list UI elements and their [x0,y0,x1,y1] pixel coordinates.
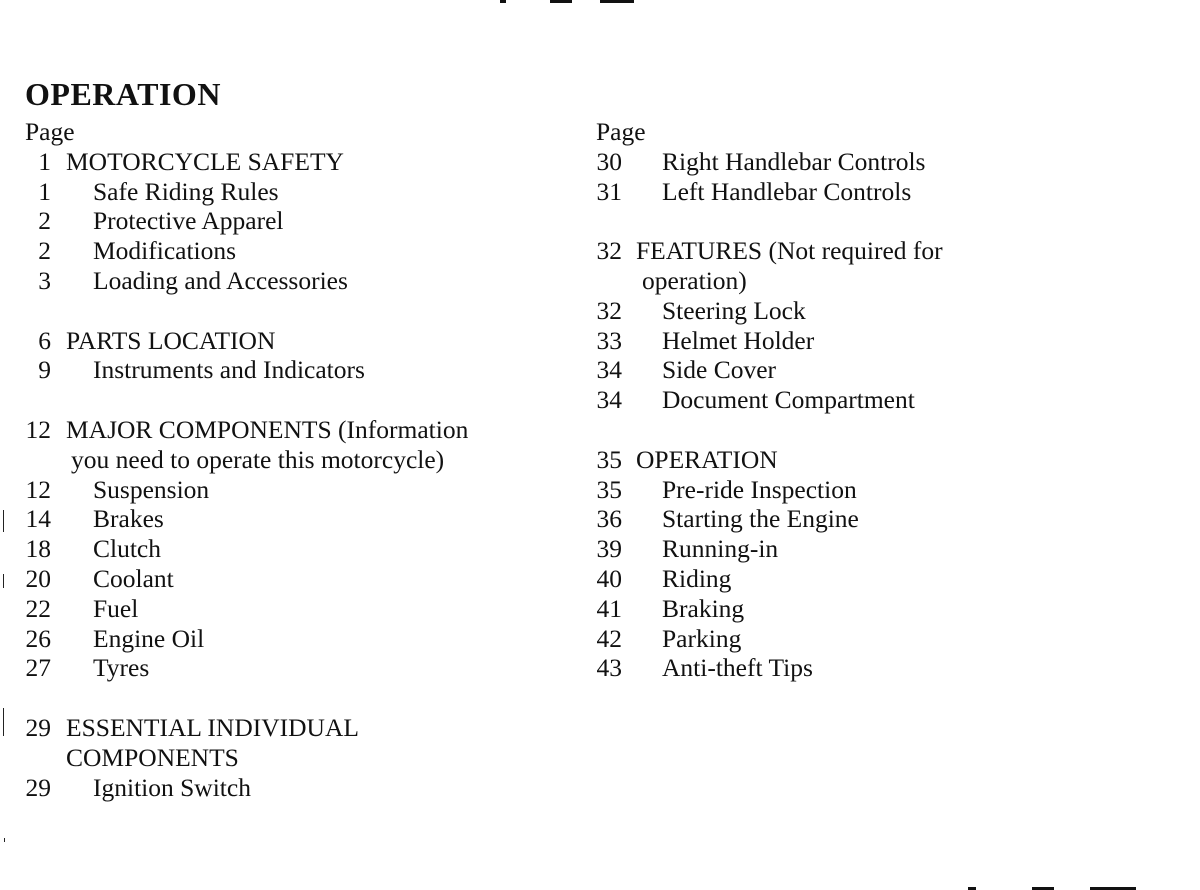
toc-page-number: 36 [596,504,622,534]
toc-subentry [25,236,585,266]
toc-page-number: 12 [25,414,51,444]
toc-subentry [25,773,585,803]
toc-page-number: 1 [38,146,51,176]
toc-entry-label: Suspension [93,474,210,504]
toc-page-number: 29 [25,772,51,802]
margin-change-bar [3,510,4,532]
toc-subentry [25,594,585,624]
toc-subentry [596,147,1156,177]
toc-subentry [596,355,1156,385]
toc-subentry [596,624,1156,654]
toc-entry-continuation [25,445,585,475]
toc-entry-label: Brakes [93,504,164,534]
toc-subentry [25,504,585,534]
toc-entry-label: Clutch [93,534,161,564]
toc-page-number: 22 [25,593,51,623]
toc-page-number: 2 [38,236,51,266]
toc-section-entry [25,713,585,743]
toc-subentry [596,594,1156,624]
toc-entry-continuation [596,266,1156,296]
page-title: OPERATION [25,76,221,112]
toc-column-right [596,117,1156,683]
scan-edge-mark [550,0,572,3]
toc-entry-label: Document Compartment [662,385,915,415]
toc-entry-label: Protective Apparel [93,206,284,236]
toc-entry-label: Helmet Holder [662,325,815,355]
section-gap [596,415,1156,445]
toc-entry-label: PARTS LOCATION [66,325,276,355]
toc-entry-label: Safe Riding Rules [93,176,279,206]
toc-page-number: 35 [596,444,622,474]
toc-entry-label: ESSENTIAL INDIVIDUAL [66,712,359,742]
toc-entry-label: Running-in [662,534,779,564]
toc-entry-label: Fuel [93,593,139,623]
toc-page-number: 39 [596,534,622,564]
toc-subentry [25,177,585,207]
toc-page-number: 34 [596,385,622,415]
toc-page-number: 35 [596,474,622,504]
margin-change-bar [3,708,4,736]
toc-entry-continuation [25,743,585,773]
toc-entry-label: Modifications [93,236,237,266]
toc-page-number: 14 [25,504,51,534]
toc-page-number: 20 [25,563,51,593]
toc-subentry [596,177,1156,207]
toc-section-entry [25,415,585,445]
toc-page-number: 3 [38,265,51,295]
toc-entry-label: Loading and Accessories [93,265,348,295]
toc-entry-label: MOTORCYCLE SAFETY [66,146,344,176]
toc-section-entry [596,445,1156,475]
toc-page-number: 30 [596,146,622,176]
toc-entry-label: Parking [662,623,742,653]
toc-subentry [25,564,585,594]
toc-page-number: 1 [38,176,51,206]
page-column-header: Page [596,117,646,146]
page-column-header: Page [25,117,75,146]
toc-page-number: 40 [596,563,622,593]
toc-column-left [25,117,585,802]
toc-subentry [596,564,1156,594]
toc-entry-label: OPERATION [636,444,778,474]
toc-page-number: 27 [25,653,51,683]
toc-page-number: 32 [596,295,622,325]
toc-entry-label: operation) [642,265,747,295]
section-gap [25,683,585,713]
section-gap [25,296,585,326]
toc-page-number: 29 [25,712,51,742]
margin-change-bar [3,574,4,588]
toc-subentry [25,266,585,296]
toc-entry-label: FEATURES (Not required for [636,236,943,266]
toc-subentry [25,475,585,505]
toc-page-number: 32 [596,236,622,266]
scan-edge-mark [600,0,634,3]
toc-page-number: 9 [38,355,51,385]
toc-subentry [596,504,1156,534]
toc-entry-label: MAJOR COMPONENTS (Information [66,414,469,444]
toc-page-number: 12 [25,474,51,504]
toc-entry-label: Riding [662,563,732,593]
toc-page-number: 41 [596,593,622,623]
toc-entry-label: Starting the Engine [662,504,859,534]
toc-page-number: 2 [38,206,51,236]
toc-subentry [25,206,585,236]
toc-page-number: 18 [25,534,51,564]
toc-page-number: 42 [596,623,622,653]
toc-section-entry [25,147,585,177]
toc-section-entry [596,236,1156,266]
toc-page-number: 33 [596,325,622,355]
toc-entry-label: Coolant [93,563,174,593]
toc-entry-label: Left Handlebar Controls [662,176,912,206]
toc-page-number: 6 [38,325,51,355]
toc-subentry [596,326,1156,356]
toc-page-number: 26 [25,623,51,653]
toc-entry-label: Anti-theft Tips [662,653,813,683]
toc-entry-label: Braking [662,593,745,623]
scan-edge-mark [500,0,506,3]
toc-entry-label: Steering Lock [662,295,806,325]
toc-subentry [596,385,1156,415]
toc-entry-label: Right Handlebar Controls [662,146,926,176]
toc-entry-label: Tyres [93,653,150,683]
toc-entry-label: Side Cover [662,355,777,385]
toc-section-entry [25,326,585,356]
toc-entry-label: Ignition Switch [93,772,251,802]
toc-page-number: 34 [596,355,622,385]
section-gap [25,385,585,415]
toc-subentry [25,355,585,385]
toc-subentry [25,534,585,564]
toc-entry-label: Instruments and Indicators [93,355,365,385]
toc-subentry [596,475,1156,505]
toc-subentry [596,534,1156,564]
margin-dot [4,838,5,842]
toc-entry-label: Pre-ride Inspection [662,474,857,504]
section-gap [596,206,1156,236]
toc-page-number: 43 [596,653,622,683]
toc-subentry [596,296,1156,326]
toc-subentry [596,653,1156,683]
toc-subentry [25,653,585,683]
toc-entry-label: COMPONENTS [66,742,239,772]
toc-entry-label: Engine Oil [93,623,205,653]
toc-page-number: 31 [596,176,622,206]
toc-subentry [25,624,585,654]
toc-entry-label: you need to operate this motorcycle) [71,444,445,474]
